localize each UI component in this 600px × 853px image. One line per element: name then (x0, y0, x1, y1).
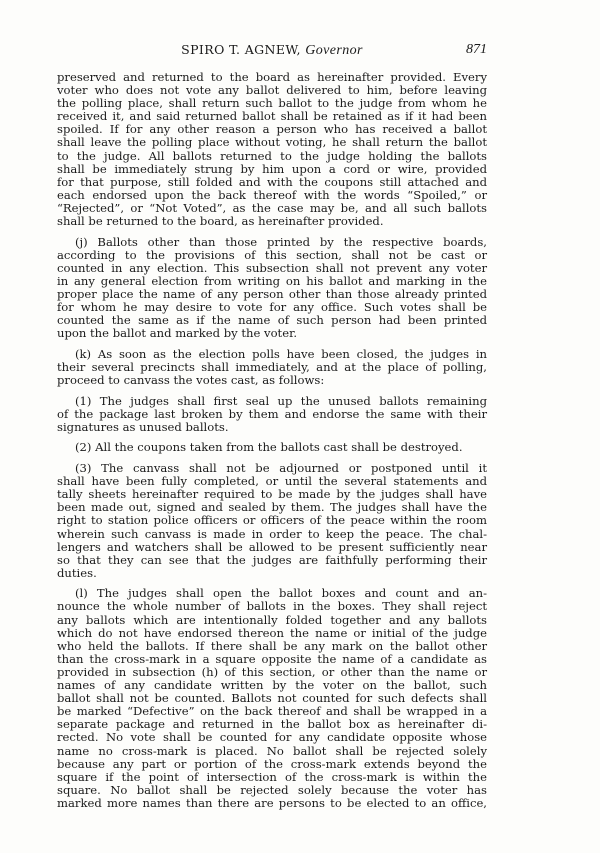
text-line: be marked “Defective” on the back thereof and shall be wrapped in a (57, 704, 487, 719)
text-line: right to station police officers or officers of the peace within the room (57, 513, 487, 528)
text-line: for that purpose, still folded and with the coupons still attached and (57, 174, 487, 189)
text-line: provided in subsection (h) of this section, or other than the name or (57, 664, 487, 679)
paragraph (57, 587, 487, 810)
text-line: tally sheets hereinafter required to be made by the judges shall have (57, 487, 487, 502)
text-line: so that they can see that the judges are faithfully performing their (57, 552, 487, 567)
text-line: been made out, signed and sealed by them. The judges shall have the (57, 500, 487, 515)
text-line: because any part or portion of the cross-mark extends beyond the (57, 756, 487, 771)
text-line: counted in any election. This subsection shall not prevent any voter (57, 260, 487, 275)
page-number: 871 (466, 42, 487, 57)
text-line: shall be immediately strung by him upon a cord or wire, provided (57, 161, 487, 176)
header-title: SPIRO T. AGNEW, (181, 42, 301, 57)
text-line: separate package and returned in the ballot box as hereinafter di- (57, 717, 487, 732)
text-line: any ballots which are intentionally folded together and any ballots (57, 612, 487, 627)
text-line: of the package last broken by them and endorse the same with their (57, 406, 487, 421)
text-line: according to the provisions of this section, shall not be cast or (57, 247, 487, 262)
text-line: shall leave the polling place without voting, he shall return the ballot (57, 135, 487, 150)
text-line: (2) All the coupons taken from the ballots cast shall be destroyed. (75, 440, 463, 455)
text-line: upon the ballot and marked by the voter. (57, 326, 298, 341)
text-line: which do not have endorsed thereon the name or initial of the judge (57, 625, 487, 640)
text-line: spoiled. If for any other reason a person who has received a ballot (57, 122, 487, 137)
text-line: wherein such canvass is made in order to keep the peace. The chal- (57, 526, 487, 541)
text-line: ballot shall not be counted. Ballots not counted for such defects shall (57, 691, 487, 706)
text-line: counted the same as if the name of such person had been printed (57, 313, 487, 328)
text-line: who held the ballots. If there shall be any mark on the ballot other (57, 638, 487, 653)
text-line: names of any candidate written by the voter on the ballot, such (57, 678, 487, 693)
paragraph (57, 441, 487, 454)
paragraph (57, 236, 487, 341)
text-line: in any general election from writing on his ballot and marking in the (57, 273, 487, 288)
text-line: (3) The canvass shall not be adjourned or postponed until it (75, 461, 487, 476)
text-line: proceed to canvass the votes cast, as follows: (57, 373, 325, 388)
text-line: square. No ballot shall be rejected solely because the voter has (57, 782, 487, 797)
text-line: each endorsed upon the back thereof with the words “Spoiled,” or (57, 187, 487, 202)
text-line: the polling place, shall return such ballot to the judge from whom he (57, 96, 487, 111)
paragraph (57, 395, 487, 434)
text-line: (j) Ballots other than those printed by the respective boards, (75, 234, 487, 249)
text-line: to the judge. All ballots returned to the judge holding the ballots (57, 148, 487, 163)
text-line: received it, and said returned ballot shall be retained as if it had been (57, 109, 487, 124)
paragraph (57, 462, 487, 580)
text-line: (1) The judges shall first seal up the unused ballots remaining (75, 393, 487, 408)
text-line: duties. (57, 565, 97, 580)
text-line: than the cross-mark in a square opposite the name of a candidate as (57, 651, 487, 666)
text-line: for whom he may desire to vote for any office. Such votes shall be (57, 300, 487, 315)
text-line: preserved and returned to the board as hereinafter provided. Every (57, 70, 487, 84)
text-line: nounce the whole number of ballots in the boxes. They shall reject (57, 599, 487, 614)
text-line: voter who does not vote any ballot delivered to him, before leaving (57, 83, 487, 98)
text-line: name no cross-mark is placed. No ballot shall be rejected solely (57, 743, 487, 758)
text-line: proper place the name of any person other than those already printed (57, 287, 487, 301)
page-body (57, 71, 487, 817)
running-header (57, 42, 487, 58)
text-line: rected. No vote shall be counted for any candidate opposite whose (57, 730, 487, 745)
header-title-italic: Governor (305, 43, 363, 58)
paragraph (57, 71, 487, 228)
text-line: “Rejected”, or “Not Voted”, as the case may be, and all such ballots (57, 200, 487, 215)
text-line: (k) As soon as the election polls have been closed, the judges in (75, 346, 487, 361)
text-line: shall have been fully completed, or until the several statements and (57, 474, 487, 489)
text-line: their several precincts shall immediately, and at the place of polling, (57, 359, 487, 374)
paragraph (57, 348, 487, 387)
text-line: marked more names than there are persons to be elected to an office, (57, 795, 487, 810)
text-line: signatures as unused ballots. (57, 419, 229, 434)
running-title (57, 42, 487, 59)
text-line: square if the point of intersection of the cross-mark is within the (57, 769, 487, 784)
text-line: lengers and watchers shall be allowed to be present sufficiently near (57, 539, 487, 554)
text-line: (l) The judges shall open the ballot boxes and count and an- (75, 586, 487, 601)
text-line: shall be returned to the board, as hereinafter provided. (57, 214, 384, 229)
